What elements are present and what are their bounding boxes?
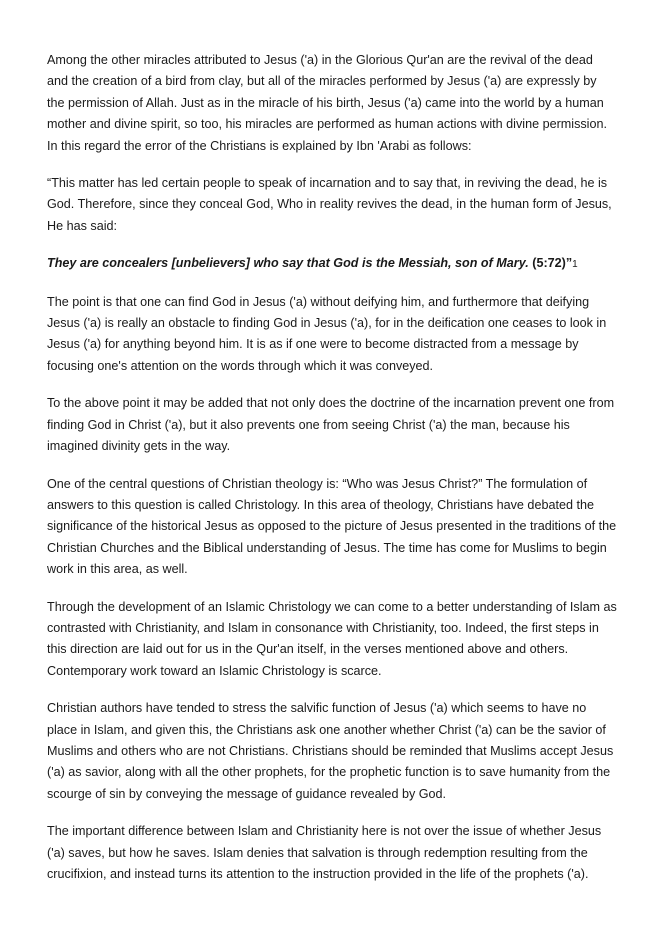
verse-text: They are concealers [unbelievers] who say that God is the Messiah, son of Mary. — [47, 256, 529, 271]
paragraph-miracles: Among the other miracles attributed to Jesus ('a) in the Glorious Qur'an are the revival of the dead and the creation of a bird from clay, but all of the miracles performed by Jesus ('a) are expressly by the permission of Allah. Just as in the miracle of his birth, Jesus ('a) came into the world by a human mother and divine spirit, so too, his miracles are performed as human actions with divine permission. In this regard the error of the Christians is explained by Ibn 'Arabi as follows: — [47, 53, 607, 153]
paragraph-ibn-arabi-quote: “This matter has led certain people to speak of incarnation and to say that, in reviving the dead, he is God. Therefore, since they conceal God, Who in reality revives the dead, in the human form of Jesus, He has said: — [47, 176, 612, 233]
paragraph-salvation-difference: The important difference between Islam and Christianity here is not over the issue of whether Jesus ('a) saves, but how he saves. Islam denies that salvation is through redemption resulting from the crucifixion, and instead turns its attention to the instruction provided in the life of the prophets ('a). — [47, 824, 602, 881]
paragraph-salvific-function: Christian authors have tended to stress the salvific function of Jesus ('a) which seems to have no place in Islam, and given this, the Christians ask one another whether Christ ('a) can be the savior of Muslims and others who are not Christians. Christians should be reminded that Muslims accept Jesus ('a) as savior, along with all the other prophets, for the prophetic function is to save humanity from the scourge of sin by conveying the message of guidance revealed by God. — [47, 701, 614, 801]
verse-reference: (5:72)” — [528, 256, 573, 271]
verse-quote — [47, 253, 617, 275]
paragraph-deifying: The point is that one can find God in Jesus ('a) without deifying him, and furthermore that deifying Jesus ('a) is really an obstacle to finding God in Jesus ('a), for in the deification one ceases to look in Jesus ('a) for anything beyond him. It is as if one were to become distracted from a message by focusing one's attention on the words through which it was conveyed. — [47, 294, 607, 373]
footnote-marker[interactable]: 1 — [572, 259, 578, 271]
document-body — [47, 50, 617, 901]
paragraph-incarnation: To the above point it may be added that not only does the doctrine of the incarnation prevent one from finding God in Christ ('a), but it also prevents one from seeing Christ ('a) the man, because his imagined divinity gets in the way. — [47, 396, 615, 454]
paragraph-islamic-christology: Through the development of an Islamic Christology we can come to a better understanding of Islam as contrasted with Christianity, and Islam in consonance with Christianity, too. Indeed, the first steps in this direction are laid out for us in the Qur'an itself, in the verses mentioned above and others. Contemporary work toward an Islamic Christology is scarce. — [47, 599, 617, 678]
paragraph-christology: One of the central questions of Christian theology is: “Who was Jesus Christ?” The formulation of answers to this question is called Christology. In this area of theology, Christians have debated the significance of the historical Jesus as opposed to the picture of Jesus presented in the traditions of the Christian Churches and the Biblical understanding of Jesus. The time has come for Muslims to begin work in this area, as well. — [47, 476, 617, 577]
